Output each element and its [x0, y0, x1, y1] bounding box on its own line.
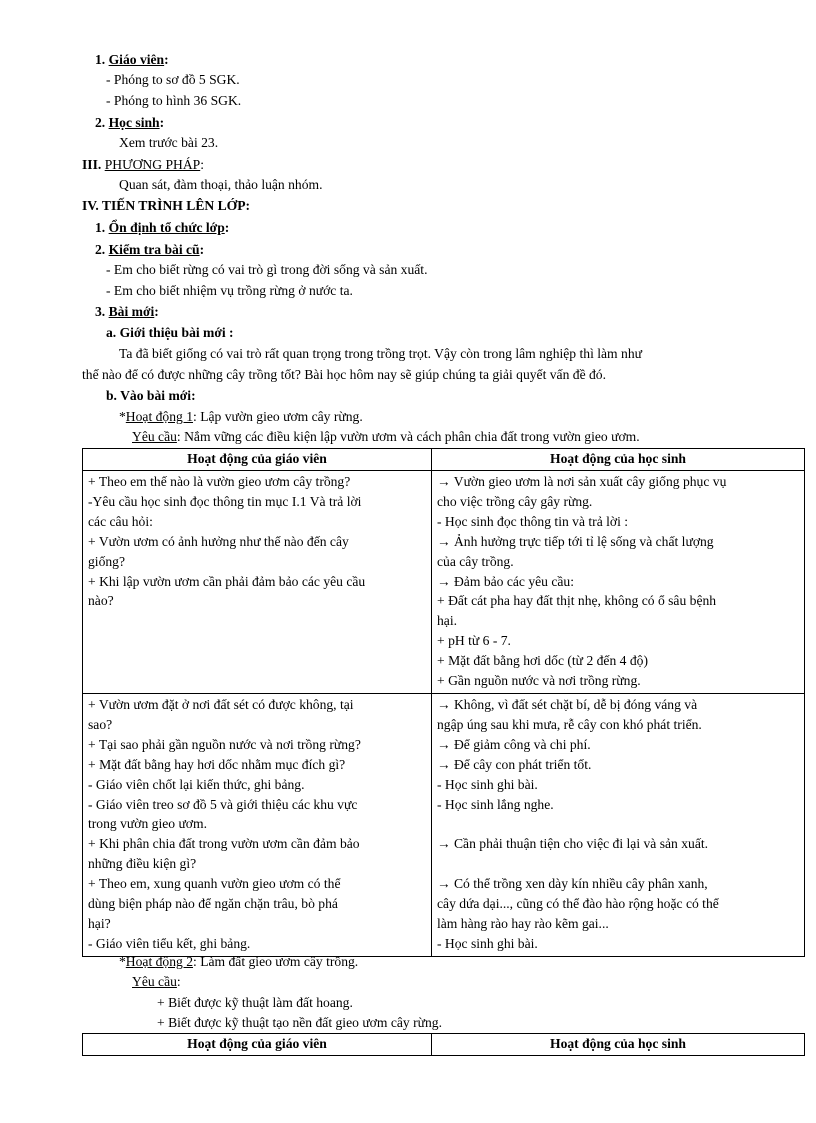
cell-line: → Để cây con phát triển tốt. [437, 756, 592, 772]
student-column-header: Hoạt động của học sinh [432, 1034, 805, 1056]
method-heading: III. PHƯƠNG PHÁP: [82, 157, 204, 172]
cell-line: → Ảnh hưởng trực tiếp tới tỉ lệ sống và chất lượng [437, 533, 714, 549]
method-text: Quan sát, đàm thoại, thảo luận nhóm. [119, 177, 323, 192]
step2-heading: 2. Kiểm tra bài cũ: [95, 242, 205, 257]
teacher-column-header: Hoạt động của giáo viên [83, 1034, 432, 1056]
activity2-heading: *Hoạt động 2: Làm đất gieo ươm cây trồng. [119, 954, 359, 969]
cell-line: sao? [88, 716, 113, 732]
cell-line: giống? [88, 553, 125, 569]
intro-line: Ta đã biết giống có vai trò rất quan trọng trong trồng trọt. Vậy còn trong lâm nghiệp thì làm như [119, 346, 642, 361]
student-prep-heading: 2. Học sinh: [95, 115, 165, 130]
cell-line: - Học sinh đọc thông tin và trả lời : [437, 513, 629, 529]
cell-line: → Không, vì đất sét chặt bí, dễ bị đóng váng và [437, 696, 698, 712]
activity1-table [82, 448, 805, 957]
cell-line [437, 814, 799, 834]
teacher-prep-item: - Phóng to sơ đồ 5 SGK. [106, 72, 240, 87]
cell-line: + Đất cát pha hay đất thịt nhẹ, không có ổ sâu bệnh [437, 593, 717, 609]
student-cell [432, 693, 805, 956]
activity1-heading: *Hoạt động 1: Lập vườn gieo ươm cây rừng. [119, 409, 363, 424]
cell-line: → Đảm bảo các yêu cầu: [437, 573, 575, 589]
cell-line: -Yêu cầu học sinh đọc thông tin mục I.1 Và trả lời [88, 493, 362, 509]
cell-line: → Vườn gieo ươm là nơi sản xuất cây giống phục vụ [437, 474, 727, 489]
cell-line: của cây trồng. [437, 553, 514, 569]
teacher-prep-heading: 1. Giáo viên: [95, 52, 169, 67]
process-heading: IV. TIẾN TRÌNH LÊN LỚP: [82, 198, 251, 213]
cell-line: + Khi phân chia đất trong vườn ươm cần đảm bảo [88, 836, 360, 852]
cell-line: + Theo em, xung quanh vườn gieo ươm có thể [88, 876, 341, 892]
cell-line: - Học sinh ghi bài. [437, 776, 538, 792]
cell-line: - Giáo viên treo sơ đồ 5 và giới thiệu các khu vực [88, 796, 358, 812]
cell-line: những điều kiện gì? [88, 856, 197, 872]
cell-line: nào? [88, 593, 114, 609]
activity2-item: + Biết được kỹ thuật làm đất hoang. [157, 995, 353, 1010]
cell-line: + Gần nguồn nước và nơi trồng rừng. [437, 673, 641, 689]
step3-heading: 3. Bài mới: [95, 304, 159, 319]
cell-line: ngập úng sau khi mưa, rễ cây con khó phát triển. [437, 716, 702, 732]
cell-line: hại? [88, 915, 111, 931]
cell-line: + Khi lập vườn ươm cần phải đảm bảo các yêu cầu [88, 573, 366, 589]
activity1-requirement: Yêu cầu: Nắm vững các điều kiện lập vườn ươm và cách phân chia đất trong vườn gieo ươm. [132, 429, 640, 444]
teacher-cell [83, 693, 432, 956]
intro-heading: a. Giới thiệu bài mới : [106, 325, 234, 340]
cell-line: + Tại sao phải gần nguồn nước và nơi trồng rừng? [88, 736, 361, 752]
teacher-column-header: Hoạt động của giáo viên [83, 449, 432, 471]
step1-heading: 1. Ổn định tổ chức lớp: [95, 220, 230, 235]
cell-line: + Vườn ươm có ảnh hưởng như thế nào đến cây [88, 533, 349, 549]
teacher-prep-item: - Phóng to hình 36 SGK. [106, 93, 242, 108]
cell-line: - Học sinh ghi bài. [437, 935, 538, 951]
cell-line: - Giáo viên chốt lại kiến thức, ghi bảng. [88, 776, 305, 792]
cell-line: → Cần phải thuận tiện cho việc đi lại và sản xuất. [437, 836, 709, 852]
student-prep-item: Xem trước bài 23. [119, 135, 219, 150]
step2-item: - Em cho biết rừng có vai trò gì trong đời sống và sản xuất. [106, 262, 428, 277]
table-row [83, 471, 805, 694]
cell-line: → Có thể trồng xen dày kín nhiều cây phân xanh, [437, 876, 708, 892]
cell-line: + Vườn ươm đặt ở nơi đất sét có được không, tại [88, 696, 354, 712]
cell-line: dùng biện pháp nào để ngăn chặn trâu, bò phá [88, 896, 338, 912]
cell-line: + pH từ 6 - 7. [437, 633, 511, 649]
cell-line: làm hàng rào hay rào kẽm gai... [437, 915, 609, 931]
cell-line: trong vườn gieo ươm. [88, 816, 207, 832]
student-column-header: Hoạt động của học sinh [432, 449, 805, 471]
teacher-cell [83, 471, 432, 694]
table-row [83, 693, 805, 956]
student-cell [432, 471, 805, 694]
cell-line: - Học sinh lắng nghe. [437, 796, 554, 812]
cell-line: + Mặt đất bằng hơi dốc (từ 2 đến 4 độ) [437, 653, 648, 669]
step2-item: - Em cho biết nhiệm vụ trồng rừng ở nước ta. [106, 283, 353, 298]
cell-line: cho việc trồng cây gây rừng. [437, 493, 593, 509]
cell-line: + Mặt đất bằng hay hơi dốc nhằm mục đích gì? [88, 756, 346, 772]
cell-line: các câu hỏi: [88, 513, 153, 529]
cell-line: hại. [437, 613, 458, 629]
cell-line: cây dứa dại..., cũng có thể đào hào rộng hoặc có thể [437, 896, 719, 912]
cell-line: - Giáo viên tiểu kết, ghi bảng. [88, 935, 251, 951]
cell-line: → Để giảm công và chi phí. [437, 736, 591, 752]
activity2-requirement: Yêu cầu: [132, 974, 181, 989]
cell-line: + Theo em thế nào là vườn gieo ươm cây trồng? [88, 474, 351, 489]
activity2-table [82, 1033, 805, 1056]
activity2-item: + Biết được kỹ thuật tạo nền đất gieo ươm cây rừng. [157, 1015, 442, 1030]
intro-line: thế nào để có được những cây trồng tốt? Bài học hôm nay sẽ giúp chúng ta giải quyết vấn đề đó. [82, 367, 607, 382]
lesson-heading: b. Vào bài mới: [106, 388, 196, 403]
cell-line [437, 854, 799, 874]
